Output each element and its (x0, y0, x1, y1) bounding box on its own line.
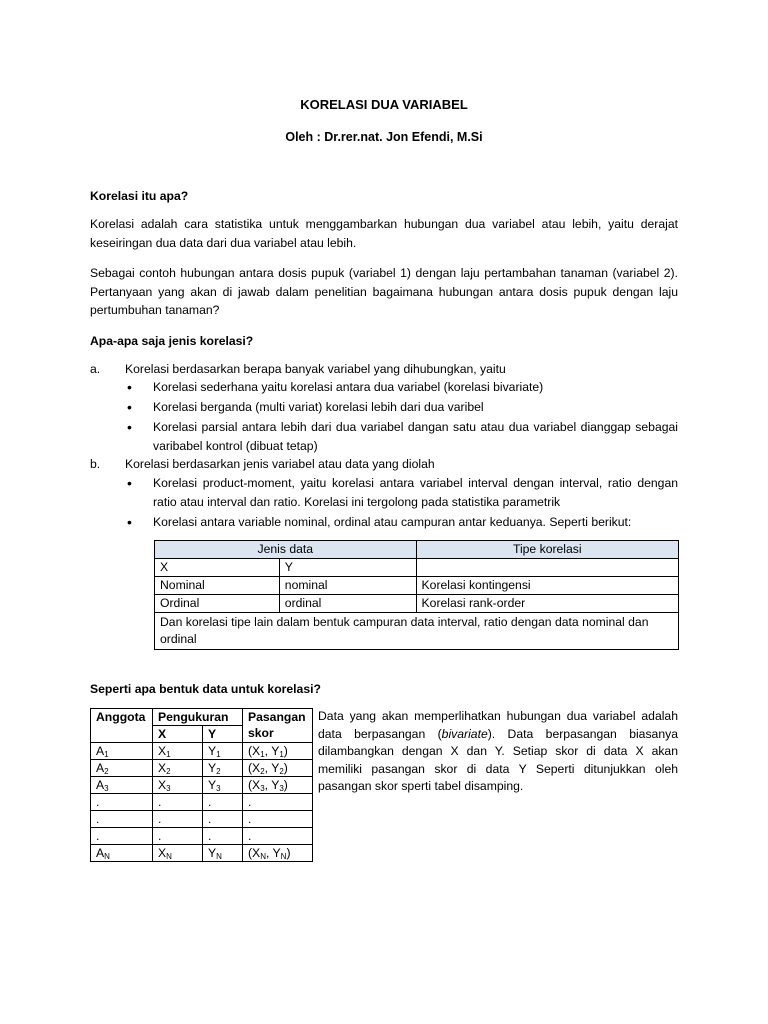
table-header-row (155, 541, 679, 559)
subscript: N (216, 852, 222, 861)
table-row (91, 794, 313, 811)
heading-bentuk-data: Seperti apa bentuk data untuk korelasi? (90, 682, 321, 696)
cell-text: . (158, 829, 162, 843)
cell-text: . (248, 812, 252, 826)
subscript: N (280, 852, 287, 861)
table-cell: X (155, 559, 280, 577)
subscript: 3 (104, 784, 109, 793)
subscript: N (260, 852, 266, 861)
table-cell (243, 828, 313, 845)
bullet-text: Korelasi antara variable nominal, ordinal atau campuran antar keduanya. Seperti berikut: (153, 515, 632, 529)
cell-text: (X (248, 744, 261, 758)
list-item-text: Korelasi berdasarkan jenis variabel atau data yang diolah (125, 457, 435, 471)
bullet-text: Korelasi berganda (multi variat) korelasi lebih dari dua varibel (153, 400, 484, 414)
cell-text: . (96, 812, 100, 826)
paragraph-example: Sebagai contoh hubungan antara dosis pupuk (variabel 1) dengan laju pertambahan tanaman (variabel 2). Pertanyaan yang akan di jawab dalam penelitian bagaimana hubungan antara dosis pupuk dengan laju pertumbuhan tanaman? (90, 266, 678, 317)
cell-text: (X (248, 846, 261, 860)
subscript: 1 (166, 750, 171, 759)
table-cell (91, 777, 153, 794)
bullet-icon: • (127, 419, 132, 435)
table-cell (91, 811, 153, 828)
table-cell (416, 559, 678, 577)
subscript: 1 (279, 750, 284, 759)
table-cell: Nominal (155, 577, 280, 595)
cell-text: Y (208, 744, 217, 758)
table-cell (243, 777, 313, 794)
table-cell: Ordinal (155, 595, 280, 613)
subscript: 2 (279, 767, 284, 776)
table-header: Anggota (91, 709, 153, 743)
table-row (155, 595, 679, 613)
cell-text: . (158, 812, 162, 826)
cell-text: Y (208, 761, 217, 775)
table-header: X (153, 726, 203, 743)
table-cell (153, 743, 203, 760)
subscript: 3 (216, 784, 221, 793)
bullet-icon: • (127, 514, 132, 530)
cell-text: , Y (264, 761, 280, 775)
table-row (155, 559, 679, 577)
table-cell: ordinal (279, 595, 416, 613)
table-cell (203, 811, 243, 828)
cell-text: A (96, 744, 105, 758)
subscript: 2 (216, 767, 221, 776)
cell-text: . (248, 829, 252, 843)
table-cell (153, 760, 203, 777)
table-header: Tipe korelasi (416, 541, 678, 559)
cell-text: X (158, 846, 167, 860)
cell-text: Y (208, 778, 217, 792)
table-header: Y (203, 726, 243, 743)
cell-text: (X (248, 778, 261, 792)
subscript: 1 (216, 750, 221, 759)
table-row (91, 743, 313, 760)
cell-text: X (158, 761, 167, 775)
subscript: 3 (279, 784, 284, 793)
bullet-text: Korelasi sederhana yaitu korelasi antara dua variabel (korelasi bivariate) (153, 380, 544, 394)
table-row (155, 577, 679, 595)
table-cell (153, 794, 203, 811)
table-cell (203, 743, 243, 760)
table-cell (203, 845, 243, 862)
list-marker: b. (90, 457, 101, 471)
cell-text: . (208, 795, 212, 809)
correlation-type-table (154, 540, 679, 650)
heading-korelasi-itu-apa: Korelasi itu apa? (90, 189, 189, 203)
paired-data-explanation (318, 708, 678, 796)
cell-text: X (158, 778, 167, 792)
table-cell (243, 743, 313, 760)
table-footer-row (155, 613, 679, 650)
cell-text: . (248, 795, 252, 809)
bullet-text: Korelasi parsial antara lebih dari dua variabel dangan satu atau dua variabel dianggap sebagai varibabel kontrol (dibuat tetap) (153, 420, 678, 453)
cell-text: ) (286, 846, 291, 860)
subscript: N (104, 852, 110, 861)
table-cell (203, 828, 243, 845)
table-cell (91, 794, 153, 811)
table-cell (203, 760, 243, 777)
explanation-text: ). Data berpasangan biasanya dilambangkan dengan X dan Y. Setiap skor di data X akan memiliki pasangan skor di data Y Seperti ditunjukkan oleh pasangan skor sperti tabel disamping. (318, 726, 678, 793)
bullet-text: Korelasi product-moment, yaitu korelasi antara variabel interval dengan interval, ratio dengan ratio atau interval dan ratio. Korelasi ini tergolong pada statistika parametrik (153, 476, 678, 509)
subscript: 1 (260, 750, 265, 759)
bullet-icon: • (127, 399, 132, 415)
document-title: KORELASI DUA VARIABEL (300, 97, 468, 112)
subscript: 2 (104, 767, 109, 776)
document-author: Oleh : Dr.rer.nat. Jon Efendi, M.Si (285, 130, 483, 144)
table-cell (91, 845, 153, 862)
table-cell (243, 760, 313, 777)
table-footer-cell: Dan korelasi tipe lain dalam bentuk campuran data interval, ratio dengan data nominal dan ordinal (155, 613, 679, 650)
cell-text: A (96, 778, 105, 792)
subscript: N (166, 852, 172, 861)
cell-text: . (96, 829, 100, 843)
table-row (91, 845, 313, 862)
table-cell: Korelasi rank-order (416, 595, 678, 613)
table-cell (203, 777, 243, 794)
bullet-icon: • (127, 475, 132, 491)
cell-text: ) (283, 778, 288, 792)
explanation-italic: bivariate (441, 726, 488, 741)
cell-text: X (158, 744, 167, 758)
cell-text: . (96, 795, 100, 809)
table-cell (203, 794, 243, 811)
table-cell (91, 743, 153, 760)
bullet-icon: • (127, 379, 132, 395)
table-cell (153, 845, 203, 862)
table-cell (243, 845, 313, 862)
explanation-text: Data yang akan memperlihatkan hubungan dua variabel adalah data berpasangan ( (318, 709, 678, 741)
subscript: 2 (166, 767, 171, 776)
cell-text: . (158, 795, 162, 809)
table-row (91, 828, 313, 845)
table-row (91, 760, 313, 777)
subscript: 3 (260, 784, 265, 793)
cell-text: (X (248, 761, 261, 775)
table-cell (91, 828, 153, 845)
table-cell: Y (279, 559, 416, 577)
cell-text: . (208, 829, 212, 843)
table-header: Pasangan skor (243, 709, 313, 743)
list-item-text: Korelasi berdasarkan berapa banyak variabel yang dihubungkan, yaitu (125, 362, 506, 376)
table-cell (153, 777, 203, 794)
subscript: 2 (260, 767, 265, 776)
subscript: 1 (104, 750, 109, 759)
table-header: Pengukuran (153, 709, 243, 726)
table-cell (153, 811, 203, 828)
paired-data-table (90, 708, 313, 862)
cell-text: , Y (265, 846, 281, 860)
table-row (91, 777, 313, 794)
cell-text: , Y (264, 778, 280, 792)
subscript: 3 (166, 784, 171, 793)
table-cell (243, 794, 313, 811)
table-cell (91, 760, 153, 777)
heading-jenis-korelasi: Apa-apa saja jenis korelasi? (90, 334, 254, 348)
cell-text: Y (208, 846, 217, 860)
cell-text: . (208, 812, 212, 826)
cell-text: A (96, 761, 105, 775)
table-cell: Korelasi kontingensi (416, 577, 678, 595)
table-cell: nominal (279, 577, 416, 595)
paragraph-definition: Korelasi adalah cara statistika untuk menggambarkan hubungan dua variabel atau lebih, yaitu derajat keseiringan dua data dari dua variabel atau lebih. (90, 217, 678, 250)
cell-text: ) (283, 761, 288, 775)
cell-text: , Y (264, 744, 280, 758)
table-row (91, 811, 313, 828)
table-cell (243, 811, 313, 828)
cell-text: ) (283, 744, 288, 758)
table-cell (153, 828, 203, 845)
cell-text: A (96, 846, 105, 860)
list-marker: a. (90, 362, 101, 376)
table-header: Jenis data (155, 541, 417, 559)
